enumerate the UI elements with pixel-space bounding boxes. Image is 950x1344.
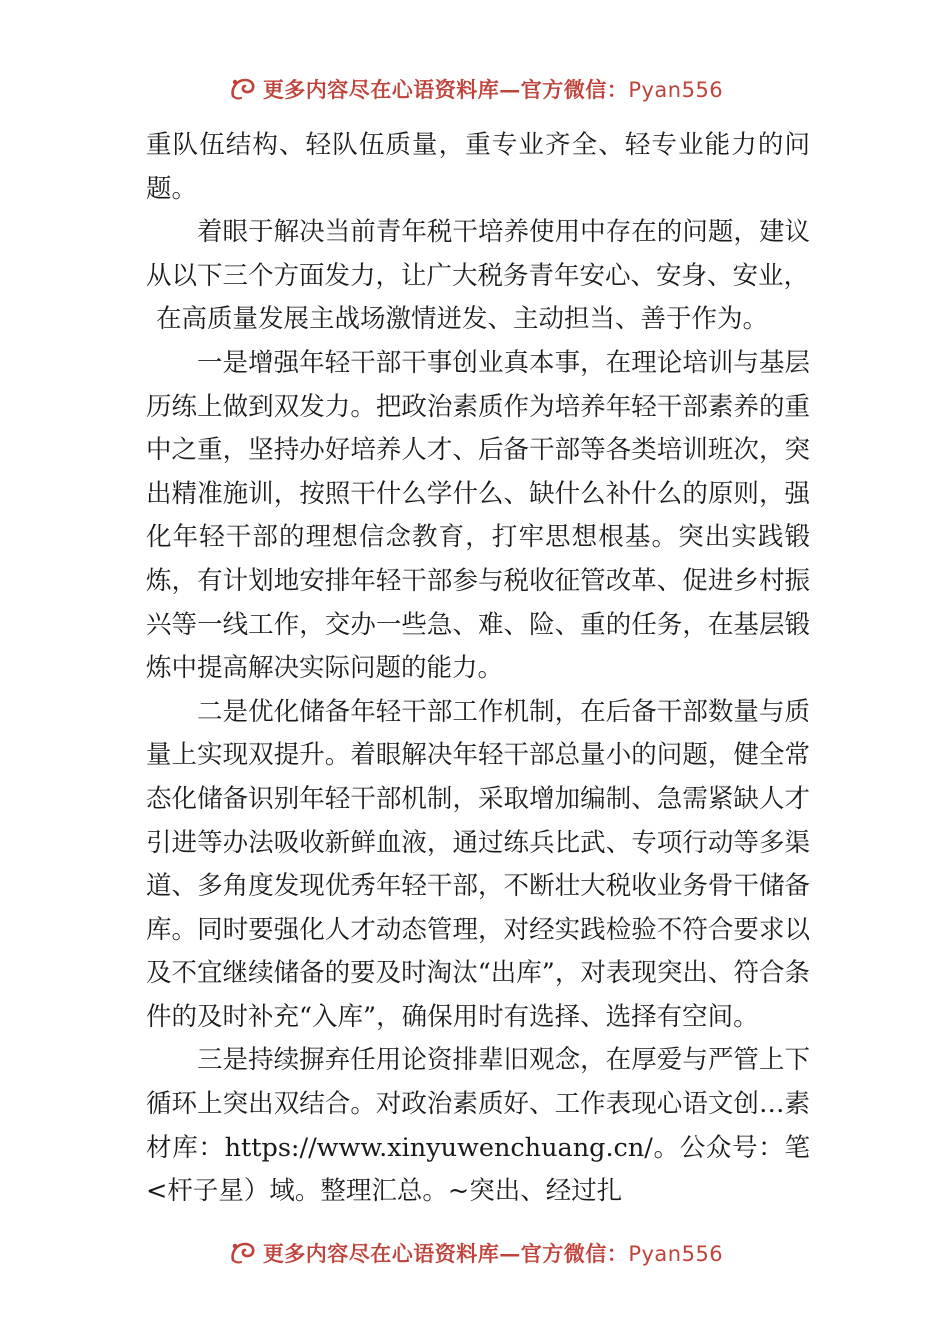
logo-icon	[227, 74, 257, 104]
footer-watermark	[0, 1238, 950, 1268]
paragraph-5: 二是优化储备年轻干部工作机制，在后备干部数量与质量上实现双提升。着眼解决年轻干部总量小的问题，健全常态化储备识别年轻干部机制，采取增加编制、急需紧缺人才引进等办法吸收新鲜血液，通过练兵比武、专项行动等多渠道、多角度发现优秀年轻干部，不断壮大税收业务骨干储备库。同时要强化人才动态管理，对经实践检验不符合要求以及不宜继续储备的要及时淘汰“出库”，对表现突出、符合条件的及时补充“入库”，确保用时有选择、选择有空间。	[146, 696, 810, 1032]
paragraph-4: 一是增强年轻干部干事创业真本事，在理论培训与基层历练上做到双发力。把政治素质作为培养年轻干部素养的重中之重，坚持办好培养人才、后备干部等各类培训班次，突出精准施训，按照干什么学什么、缺什么补什么的原则，强化年轻干部的理想信念教育，打牢思想根基。突出实践锻炼，有计划地安排年轻干部参与税收征管改革、促进乡村振兴等一线工作，交办一些急、难、险、重的任务，在基层锻炼中提高解决实际问题的能力。	[146, 347, 810, 684]
header-watermark	[0, 74, 950, 104]
watermark-prefix: 更多内容尽在心语资料库—官方微信：	[262, 77, 629, 102]
document-body	[146, 124, 810, 1214]
watermark-wechat-id: Pyan556	[628, 1242, 724, 1266]
logo-icon	[227, 1238, 257, 1268]
watermark-prefix: 更多内容尽在心语资料库—官方微信：	[262, 1241, 629, 1266]
watermark-text	[263, 1238, 723, 1268]
paragraph-3: 在高质量发展主战场激情迸发、主动担当、善于作为。	[156, 304, 769, 335]
paragraph-2: 着眼于解决当前青年税干培养使用中存在的问题，建议从以下三个方面发力，让广大税务青年安心、安身、安业，	[146, 217, 810, 291]
paragraph-6: 三是持续摒弃任用论资排辈旧观念，在厚爱与严管上下循环上突出双结合。对政治素质好、工作表现心语文创…素材库：https://www.xinyuwenchuang.cn/。公众号：笔<杆子星）域。整理汇总。~突出、经过扎	[146, 1045, 810, 1207]
watermark-wechat-id: Pyan556	[628, 78, 724, 102]
paragraph-1: 重队伍结构、轻队伍质量，重专业齐全、轻专业能力的问题。	[146, 130, 810, 204]
watermark-text	[263, 74, 723, 104]
